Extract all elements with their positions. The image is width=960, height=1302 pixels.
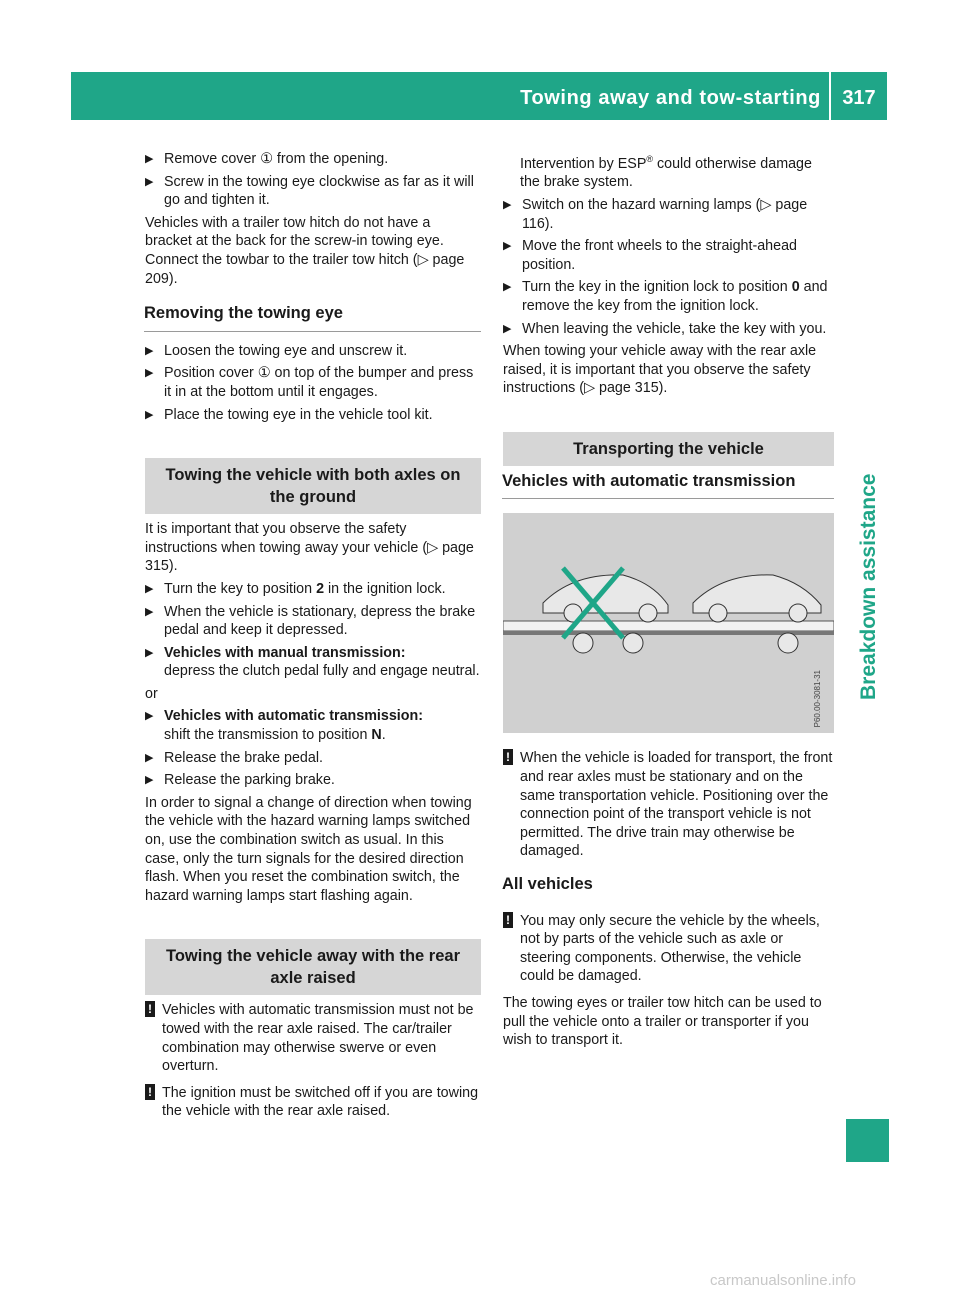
warning-icon: ! bbox=[503, 749, 513, 765]
car-transport-diagram bbox=[503, 513, 834, 733]
list-item: ▶ Release the brake pedal. bbox=[145, 749, 323, 766]
header-title: Towing away and tow-starting bbox=[520, 87, 821, 109]
list-item: ▶ Release the parking brake. bbox=[145, 772, 335, 789]
list-item: ▶ When leaving the vehicle, take the key with you. bbox=[503, 320, 827, 337]
arrow-icon: ▶ bbox=[145, 605, 154, 618]
paragraph: or bbox=[145, 685, 158, 702]
section-title: Transporting the vehicle bbox=[503, 432, 834, 466]
section-heading: All vehicles bbox=[502, 875, 593, 894]
arrow-icon: ▶ bbox=[145, 153, 154, 165]
list-item: ▶ Move the front wheels to the straight-ahead position. bbox=[503, 238, 797, 273]
list-item: ▶ Vehicles with automatic transmission: shift the transmission to position N. bbox=[145, 708, 424, 744]
arrow-icon: ▶ bbox=[503, 198, 512, 211]
side-tab-label: Breakdown assistance bbox=[857, 473, 880, 700]
transport-illustration bbox=[503, 513, 834, 733]
warning-icon: ! bbox=[503, 912, 513, 928]
list-item: ▶ Turn the key to position 2 in the ignition lock. bbox=[145, 580, 446, 597]
left-column bbox=[145, 150, 481, 1129]
figure-code: P60.00-3081-31 bbox=[813, 670, 823, 728]
arrow-icon: ▶ bbox=[145, 774, 154, 787]
warning-note: ! Vehicles with automatic transmission must not be towed with the rear axle raised. The car/trailer combination may otherwise swerve or even overturn. bbox=[145, 1001, 481, 1075]
list-item: ▶ Loosen the towing eye and unscrew it. bbox=[145, 342, 408, 359]
arrow-icon: ▶ bbox=[145, 344, 154, 357]
arrow-icon: ▶ bbox=[503, 322, 512, 335]
list-item: ▶ Vehicles with manual transmission: depress the clutch pedal fully and engage neutral. bbox=[145, 644, 480, 680]
paragraph: The towing eyes or trailer tow hitch can be used to pull the vehicle onto a trailer or transporter if you wish to transport it. bbox=[503, 995, 822, 1049]
page-number: 317 bbox=[842, 87, 876, 109]
section-title: Towing the vehicle with both axles on the ground bbox=[145, 458, 481, 514]
arrow-icon: ▶ bbox=[503, 240, 512, 253]
side-tab-marker bbox=[846, 1119, 889, 1162]
arrow-icon: ▶ bbox=[145, 175, 154, 188]
list-item: ▶ Screw in the towing eye clockwise as far as it will go and tighten it. bbox=[145, 173, 474, 209]
section-title: Towing the vehicle away with the rear axle raised bbox=[145, 939, 481, 995]
list-item: ▶ Remove cover ① from the opening. bbox=[145, 151, 389, 167]
paragraph: It is important that you observe the safety instructions when towing away your vehicle (▷ page 315). bbox=[145, 521, 474, 575]
section-heading: Vehicles with automatic transmission bbox=[502, 472, 834, 500]
arrow-icon: ▶ bbox=[145, 751, 154, 764]
arrow-icon: ▶ bbox=[145, 367, 154, 380]
section-heading: Removing the towing eye bbox=[144, 304, 481, 332]
arrow-icon: ▶ bbox=[503, 281, 512, 294]
arrow-icon: ▶ bbox=[145, 646, 154, 659]
list-item: ▶ Switch on the hazard warning lamps (▷ page 116). bbox=[503, 196, 808, 232]
warning-icon: ! bbox=[145, 1001, 155, 1017]
paragraph: When towing your vehicle away with the rear axle raised, it is important that you observe the safety instructions (▷ page 315). bbox=[503, 343, 817, 397]
paragraph: Intervention by ESP® could otherwise damage the brake system. bbox=[520, 154, 812, 191]
warning-note: ! You may only secure the vehicle by the wheels, not by parts of the vehicle such as axle or steering components. Otherwise, the vehicle could be damaged. bbox=[503, 912, 834, 986]
warning-icon: ! bbox=[145, 1084, 155, 1100]
right-column bbox=[503, 150, 834, 1054]
list-item: ▶ Turn the key in the ignition lock to position 0 and remove the key from the ignition lock. bbox=[503, 279, 828, 314]
warning-note: ! When the vehicle is loaded for transport, the front and rear axles must be stationary and on the same transportation vehicle. Positioning over the connection point of the transport vehicle is not permitted. The drive train may otherwise be damaged. bbox=[503, 749, 834, 861]
list-item: ▶ Position cover ① on top of the bumper and press it in at the bottom until it engages. bbox=[145, 365, 474, 400]
paragraph: In order to signal a change of direction when towing the vehicle with the hazard warning lamps switched on, use the combination switch as usual. In this case, only the turn signals for the desired direction flash. When you reset the combination switch, the hazard warning lamps start flashing again. bbox=[145, 794, 472, 904]
arrow-icon: ▶ bbox=[145, 582, 154, 595]
list-item: ▶ When the vehicle is stationary, depress the brake pedal and keep it depressed. bbox=[145, 603, 476, 639]
arrow-icon: ▶ bbox=[145, 710, 154, 723]
paragraph: Vehicles with a trailer tow hitch do not have a bracket at the back for the screw-in towing eye. Connect the towbar to the trailer tow hitch (▷ page 209). bbox=[145, 214, 465, 287]
list-item: ▶ Place the towing eye in the vehicle tool kit. bbox=[145, 406, 433, 423]
watermark: carmanualsonline.info bbox=[710, 1272, 856, 1289]
arrow-icon: ▶ bbox=[145, 408, 154, 421]
warning-note: ! The ignition must be switched off if you are towing the vehicle with the rear axle raised. bbox=[145, 1084, 481, 1121]
page-header bbox=[71, 72, 887, 120]
